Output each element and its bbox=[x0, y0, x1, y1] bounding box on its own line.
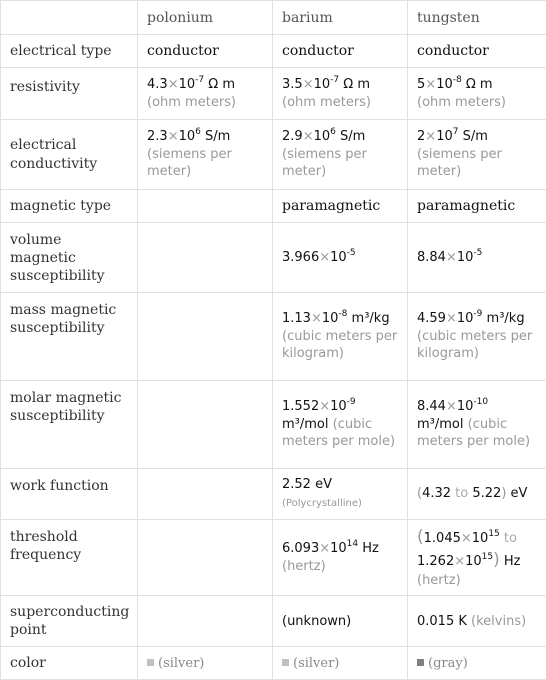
cell-value: $6.093\times 10^{14}$ Hz (hertz) bbox=[273, 520, 408, 596]
cell-value bbox=[138, 381, 273, 469]
table-row bbox=[1, 223, 546, 293]
table-row bbox=[1, 68, 546, 120]
cell-value bbox=[138, 223, 273, 293]
cell-value: $2\times 10^7$ S/m (siemens per meter) bbox=[408, 120, 546, 190]
cell-value: $2.9\times 10^6$ S/m (siemens per meter) bbox=[273, 120, 408, 190]
column-header-barium: barium bbox=[273, 1, 408, 35]
cell-value: $3.966\times 10^{-5}$ bbox=[273, 223, 408, 293]
cell-value: (4.32 to 5.22) eV bbox=[408, 469, 546, 520]
cell-value: conductor bbox=[273, 35, 408, 68]
row-label: work function bbox=[1, 469, 138, 520]
header-row bbox=[1, 1, 546, 35]
cell-value: conductor bbox=[408, 35, 546, 68]
cell-value: (gray) bbox=[408, 647, 546, 680]
table-row bbox=[1, 596, 546, 647]
table-row bbox=[1, 120, 546, 190]
cell-value: $1.552\times 10^{-9}$ m³/mol (cubic meters per mole) bbox=[273, 381, 408, 469]
row-label: volume magnetic susceptibility bbox=[1, 223, 138, 293]
cell-value: $8.84\times 10^{-5}$ bbox=[408, 223, 546, 293]
cell-value: ($1.045\times 10^{15}$ to $1.262\times 10^{15}$) Hz (hertz) bbox=[408, 520, 546, 596]
cell-value bbox=[138, 293, 273, 381]
row-label: electrical conductivity bbox=[1, 120, 138, 190]
cell-value: $4.3\times 10^{-7}$ Ω m (ohm meters) bbox=[138, 68, 273, 120]
row-label: superconducting point bbox=[1, 596, 138, 647]
cell-value: paramagnetic bbox=[273, 190, 408, 223]
cell-value: 2.52 eV (Polycrystalline) bbox=[273, 469, 408, 520]
cell-value: (unknown) bbox=[273, 596, 408, 647]
cell-value bbox=[138, 469, 273, 520]
row-label: threshold frequency bbox=[1, 520, 138, 596]
cell-value: (silver) bbox=[138, 647, 273, 680]
table-row bbox=[1, 293, 546, 381]
corner-cell bbox=[1, 1, 138, 35]
column-header-polonium: polonium bbox=[138, 1, 273, 35]
table-row bbox=[1, 381, 546, 469]
table-row bbox=[1, 190, 546, 223]
cell-value: $8.44\times 10^{-10}$ m³/mol (cubic meters per mole) bbox=[408, 381, 546, 469]
row-label: magnetic type bbox=[1, 190, 138, 223]
cell-value: conductor bbox=[138, 35, 273, 68]
row-label: resistivity bbox=[1, 68, 138, 120]
cell-value: $1.13\times 10^{-8}$ m³/kg (cubic meters per kilogram) bbox=[273, 293, 408, 381]
table-row bbox=[1, 35, 546, 68]
cell-value: paramagnetic bbox=[408, 190, 546, 223]
column-header-tungsten: tungsten bbox=[408, 1, 546, 35]
table-row bbox=[1, 469, 546, 520]
row-label: molar magnetic susceptibility bbox=[1, 381, 138, 469]
cell-value bbox=[138, 596, 273, 647]
cell-value: $4.59\times 10^{-9}$ m³/kg (cubic meters per kilogram) bbox=[408, 293, 546, 381]
row-label: mass magnetic susceptibility bbox=[1, 293, 138, 381]
cell-value bbox=[138, 190, 273, 223]
row-label: electrical type bbox=[1, 35, 138, 68]
row-label: color bbox=[1, 647, 138, 680]
color-swatch bbox=[417, 659, 424, 666]
color-swatch bbox=[147, 659, 154, 666]
cell-value: $5\times 10^{-8}$ Ω m (ohm meters) bbox=[408, 68, 546, 120]
cell-value: (silver) bbox=[273, 647, 408, 680]
table-row bbox=[1, 520, 546, 596]
color-swatch bbox=[282, 659, 289, 666]
cell-value: $2.3\times 10^6$ S/m (siemens per meter) bbox=[138, 120, 273, 190]
table-row bbox=[1, 647, 546, 680]
cell-value bbox=[138, 520, 273, 596]
cell-value: $3.5\times 10^{-7}$ Ω m (ohm meters) bbox=[273, 68, 408, 120]
cell-value: 0.015 K (kelvins) bbox=[408, 596, 546, 647]
